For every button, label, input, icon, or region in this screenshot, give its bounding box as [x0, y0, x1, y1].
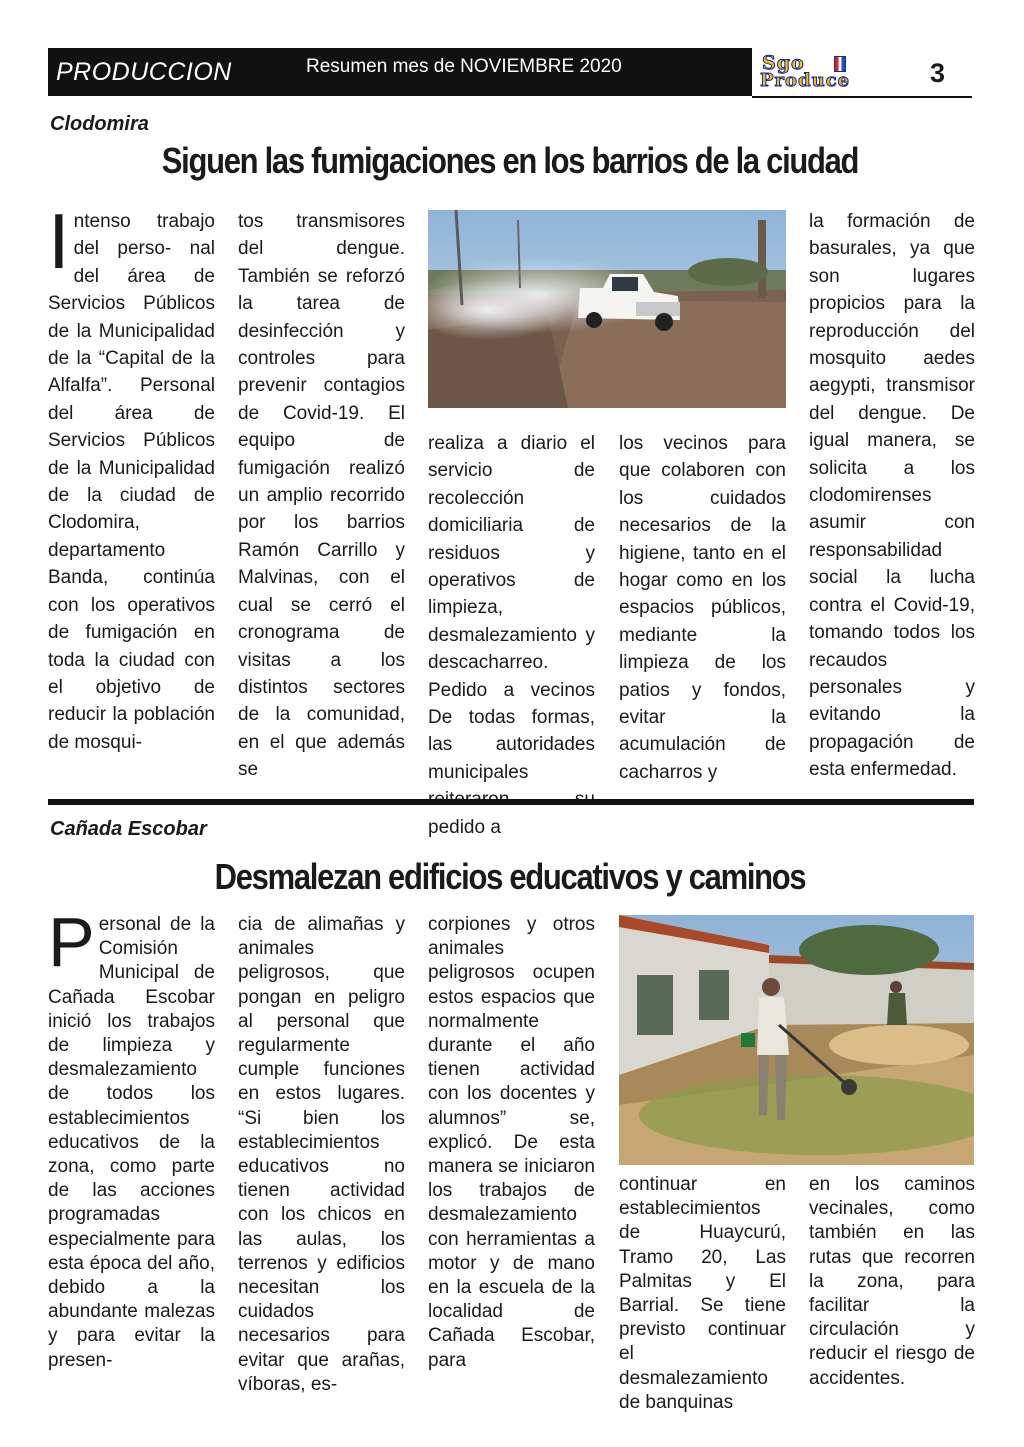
header-bar	[48, 48, 752, 96]
article1-col1	[48, 197, 215, 756]
article-separator	[48, 799, 974, 805]
article2-col4: continuar en establecimientos de Huaycurú, Tramo 20, Las Palmitas y El Barrial. Se tiene previsto continuar el desmalezamiento de banquinas	[619, 1174, 786, 1413]
article2-col2: cia de alimañas y animales peligrosos, que pongan en peligro al personal que regularmente cumple funciones en estos lugares. “Si bien los establecimientos educativos no tienen actividad con los chicos en las aulas, los terrenos y edificios necesitan los cuidados necesarios para evitar que arañas, víboras, es-	[238, 914, 405, 1395]
issue-label: Resumen mes de NOVIEMBRE 2020	[306, 56, 622, 77]
article2-col5: en los caminos vecinales, como también en las rutas que recorren la zona, para facilitar la circulación y reducir el riesgo de accidentes.	[809, 1174, 975, 1389]
article1-col5: la formación de basurales, ya que son lugares propicios para la reproducción del mosquito aedes aegypti, transmisor del dengue. De igual manera, se solicita a los clodomirenses asumir con responsabilidad social la lucha contra el Covid-19, tomando todos los recaudos personales y evitando la propagación de esta enfermedad.	[809, 211, 975, 781]
article1-col4: los vecinos para que colaboren con los cuidados necesarios de la higiene, tanto en el hogar como en los espacios públicos, mediante la limpieza de los patios y fondos, evitar la acumulación de cacharros y	[619, 433, 786, 783]
logo-text-line1: Sgo	[762, 52, 805, 74]
article1-col1-text: ntenso trabajo del perso- nal del área de Servicios Públicos de la Municipalidad de la “Capital de la Alfalfa”. Personal del área de Servicios Públicos de la Municipalidad de la ciudad de Clodomira, departamento Banda, continúa con los operativos de fumigación en toda la ciudad con el objetivo de reducir la población de mosqui-	[48, 211, 215, 753]
article2-headline: Desmalezan edificios educativos y caminos	[214, 856, 806, 897]
fumigation-truck-photo	[428, 210, 786, 408]
article2-col1-text: ersonal de la Comisión Municipal de Cañada Escobar inició los trabajos de limpieza y desmalezamiento de todos los establecimientos educativos de la zona, como parte de las acciones programadas especialmente para esta época del año, debido a la abundante malezas y para evitar la presen-	[48, 914, 215, 1371]
header-rule	[752, 96, 972, 98]
sgo-produce-logo	[756, 52, 906, 94]
article1-headline: Siguen las fumigaciones en los barrios de la ciudad	[161, 140, 859, 181]
article1-col3: realiza a diario el servicio de recolección domiciliaria de residuos y operativos de limpieza, desmalezamiento y descacharreo. Pedido a vecinos De todas formas, las autoridades municipales pedido a	[428, 433, 595, 838]
article1-dropcap: I	[48, 197, 70, 285]
article2-col1	[48, 903, 215, 1373]
article2-dropcap: P	[48, 903, 95, 981]
section-title: PRODUCCION	[56, 58, 232, 86]
article2-kicker: Cañada Escobar	[50, 818, 207, 840]
logo-text-line2: Produce	[760, 70, 851, 91]
article1-kicker: Clodomira	[50, 113, 149, 135]
weed-cutting-photo	[619, 915, 974, 1165]
article2-col3: corpiones y otros animales peligrosos ocupen estos espacios que normalmente durante el año tienen actividad con los docentes y alumnos” se, explicó. De esta manera se iniciaron los trabajos de desmalezamiento con herramientas a motor y de mano en la escuela de la localidad de Cañada Escobar, para	[428, 914, 595, 1371]
article1-col2: tos transmisores del dengue. También se reforzó la tarea de desinfección y controles para prevenir contagios de Covid-19. El equipo de fumigación realizó un amplio recorrido por los barrios Ramón Carrillo y Malvinas, con el cual se cerró el cronograma de visitas a los distintos sectores de la comunidad, en el que además se	[238, 211, 405, 781]
page-number: 3	[930, 58, 946, 88]
